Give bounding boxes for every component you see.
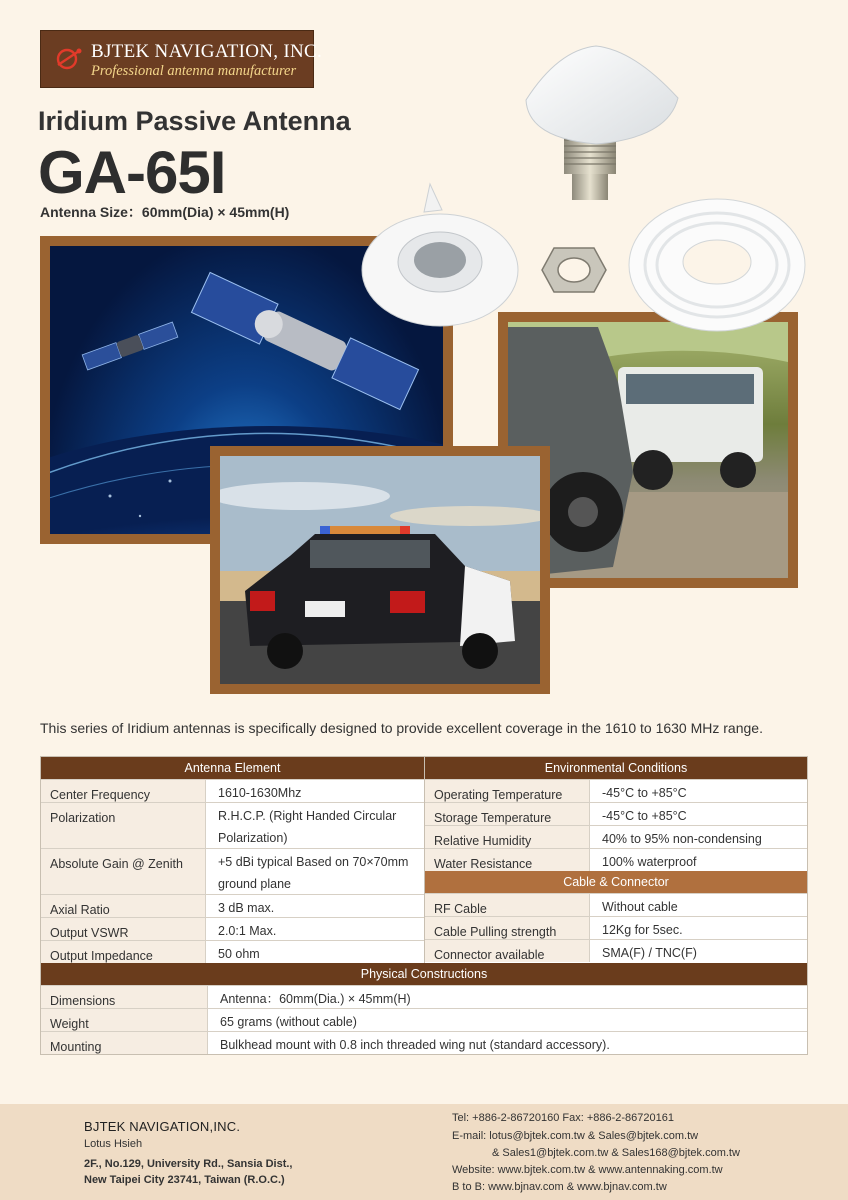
spec-value: Bulkhead mount with 0.8 inch threaded wing nut (standard accessory).: [207, 1032, 807, 1054]
spec-label: Weight: [41, 1009, 207, 1031]
table-row: [425, 916, 807, 939]
footer-website: Website: www.bjtek.com.tw & www.antennaking.com.tw: [452, 1164, 723, 1176]
spec-label: Relative Humidity: [425, 826, 589, 848]
footer-email-2: & Sales1@bjtek.com.tw & Sales168@bjtek.com.tw: [492, 1147, 740, 1159]
wing-nut-image: [358, 182, 522, 332]
table-row: [425, 825, 807, 848]
table-row: [425, 893, 807, 916]
spec-label: Cable Pulling strength: [425, 917, 589, 939]
spec-value: SMA(F) / TNC(F): [589, 940, 807, 962]
spec-value: 2.0:1 Max.: [205, 918, 424, 940]
spec-value: 50 ohm: [205, 941, 424, 963]
table-row: [425, 779, 807, 802]
spec-label: Center Frequency: [41, 780, 205, 802]
spec-label: Dimensions: [41, 986, 207, 1008]
spec-label: Storage Temperature: [425, 803, 589, 825]
footer-tel: Tel: +886-2-86720160 Fax: +886-2-86720161: [452, 1112, 675, 1124]
physical-section: [41, 963, 807, 1054]
spec-value: +5 dBi typical Based on 70×70mm ground plane: [205, 849, 424, 894]
spec-value: 100% waterproof: [589, 849, 807, 871]
cable-connector-header: Cable & Connector: [425, 871, 807, 893]
intro-text: This series of Iridium antennas is specifically designed to provide excellent coverage in the 1610 to 1630 MHz range.: [40, 720, 763, 736]
police-car-photo-frame: [210, 446, 550, 694]
rubber-gasket-image: [626, 196, 808, 334]
offroad-photo: [508, 322, 788, 578]
footer-contact-person: Lotus Hsieh: [84, 1138, 143, 1150]
table-row: [425, 848, 807, 871]
footer-email: E-mail: lotus@bjtek.com.tw & Sales@bjtek.com.tw: [452, 1130, 699, 1142]
spec-label: Absolute Gain @ Zenith: [41, 849, 205, 894]
spec-value: Antenna：60mm(Dia.) × 45mm(H): [207, 986, 807, 1008]
table-row: [41, 1031, 807, 1054]
spec-value: R.H.C.P. (Right Handed Circular Polarization): [205, 803, 424, 848]
spec-label: Operating Temperature: [425, 780, 589, 802]
company-logo: [40, 30, 323, 88]
spec-value: 65 grams (without cable): [207, 1009, 807, 1031]
environmental-header: Environmental Conditions: [425, 757, 807, 779]
spec-label: Mounting: [41, 1032, 207, 1054]
footer-b2b: B to B: www.bjnav.com & www.bjnav.com.tw: [452, 1181, 667, 1193]
spec-table: [40, 756, 808, 1055]
offroad-scene-icon: [508, 322, 788, 578]
spec-label: Axial Ratio: [41, 895, 205, 917]
logo-tagline: Professional antenna manufacturer: [91, 63, 297, 79]
table-row: [41, 917, 424, 940]
table-row: [425, 802, 807, 825]
antenna-element-section: [41, 757, 424, 963]
footer-company: BJTEK NAVIGATION,INC.: [84, 1119, 241, 1134]
table-row: [41, 802, 424, 848]
logo-company-name: BJTEK NAVIGATION, INC.: [91, 41, 323, 62]
table-row: [41, 779, 424, 802]
spec-value: 12Kg for 5sec.: [589, 917, 807, 939]
table-row: [41, 1008, 807, 1031]
spec-label: Connector available: [425, 940, 589, 962]
table-row: [41, 894, 424, 917]
footer-address-line2: New Taipei City 23741, Taiwan (R.O.C.): [84, 1174, 285, 1186]
environmental-section: [424, 757, 807, 963]
hex-nut-image: [540, 242, 608, 298]
spec-label: RF Cable: [425, 894, 589, 916]
antenna-element-header: Antenna Element: [41, 757, 424, 779]
physical-header: Physical Constructions: [41, 963, 807, 985]
table-row: [41, 940, 424, 963]
antenna-size: Antenna Size：60mm(Dia) × 45mm(H): [40, 204, 290, 220]
spec-label: Output VSWR: [41, 918, 205, 940]
police-car-photo: [220, 456, 540, 684]
police-car-scene-icon: [220, 456, 540, 684]
antenna-dome-image: [518, 40, 688, 210]
spec-label: Polarization: [41, 803, 205, 848]
spec-value: 40% to 95% non-condensing: [589, 826, 807, 848]
spec-value: -45°C to +85°C: [589, 780, 807, 802]
spec-value: 3 dB max.: [205, 895, 424, 917]
table-row: [425, 939, 807, 962]
product-model: GA-65I: [38, 139, 226, 206]
product-subtitle: Iridium Passive Antenna: [38, 106, 351, 136]
footer-address-line1: 2F., No.129, University Rd., Sansia Dist.,: [84, 1158, 293, 1170]
footer: [0, 1104, 848, 1200]
spec-value: -45°C to +85°C: [589, 803, 807, 825]
spec-value: Without cable: [589, 894, 807, 916]
spec-label: Output Impedance: [41, 941, 205, 963]
logo-globe-icon: [55, 45, 83, 73]
spec-value: 1610-1630Mhz: [205, 780, 424, 802]
table-row: [41, 985, 807, 1008]
table-row: [41, 848, 424, 894]
spec-label: Water Resistance: [425, 849, 589, 871]
